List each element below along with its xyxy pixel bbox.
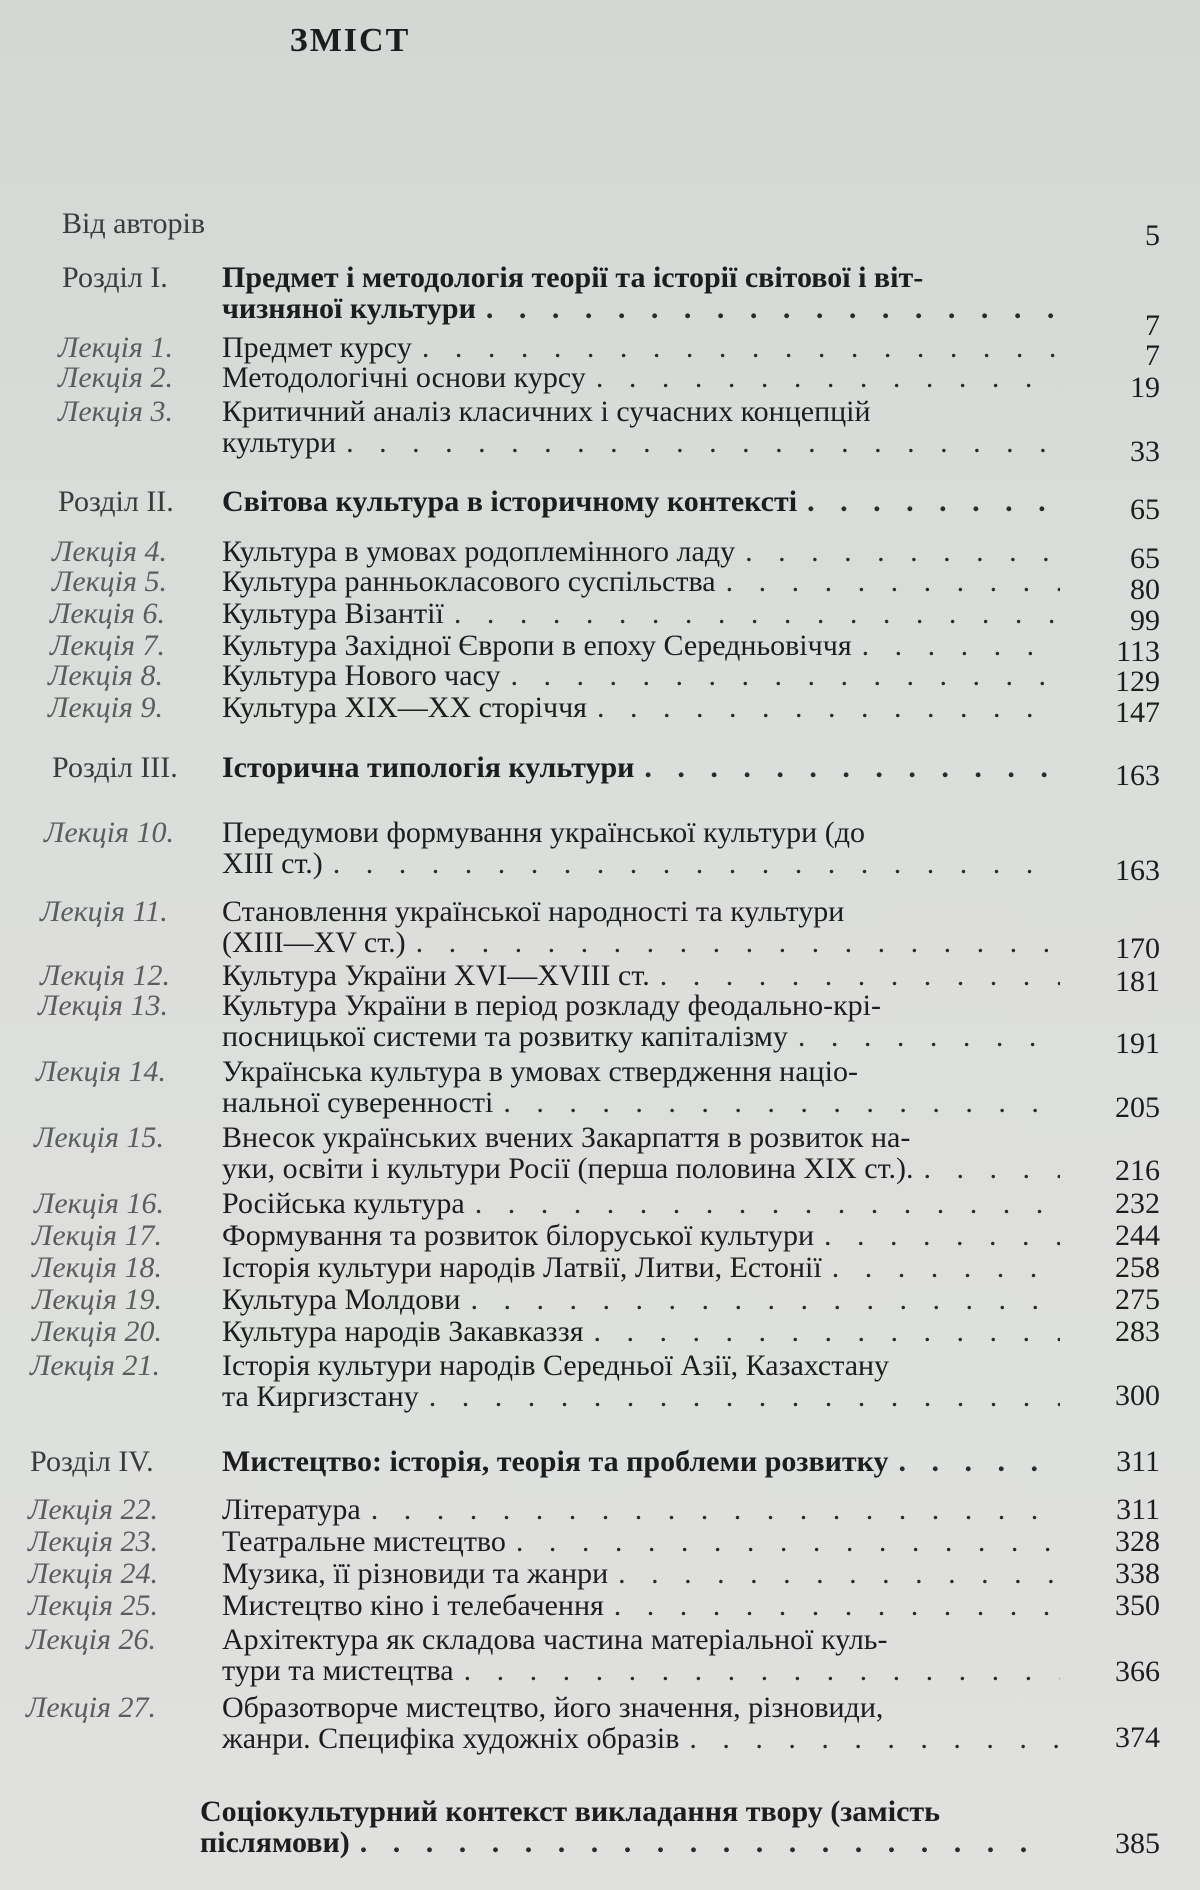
entry-title-line: Формування та розвиток білоруської культури (222, 1219, 815, 1252)
entry-label: Лекція 8. (48, 659, 163, 692)
entry-title-line: післямови) (200, 1826, 350, 1859)
entry-page-number: 366 (1115, 1655, 1160, 1688)
entry-page-number: 7 (1145, 309, 1160, 342)
entry-title-line: Культура ранньокласового суспільства (222, 565, 716, 598)
entry-label: Лекція 16. (34, 1187, 164, 1220)
entry-title-line: посницької системи та розвитку капіталізму (222, 1020, 788, 1053)
entry-label: Лекція 6. (50, 597, 165, 630)
intro-page: 5 (1145, 219, 1160, 252)
entry-label: Лекція 3. (58, 395, 173, 428)
entry-page-number: 283 (1115, 1315, 1160, 1348)
page-title: ЗМІСТ (289, 22, 411, 59)
entry-label: Розділ I. (62, 261, 168, 294)
dot-leader (503, 1087, 1060, 1118)
dot-leader (360, 1827, 1038, 1858)
entry-page-number: 311 (1116, 1493, 1160, 1526)
entry-label: Лекція 19. (32, 1283, 162, 1316)
dot-leader (689, 1723, 1060, 1754)
entry-title-line: Література (222, 1493, 361, 1526)
entry-title-line: Становлення української народності та культури (222, 895, 845, 928)
dot-leader (516, 1526, 1060, 1557)
entry-title-line: Культура Нового часу (222, 659, 501, 692)
entry-title-line: Культура України XVI—XVIII ст. (222, 959, 650, 992)
entry-title-line: Російська культура (222, 1187, 465, 1220)
entry-title-line: Історична типологія культури (222, 751, 635, 784)
entry-title-line: Предмет і методологія теорії та історії світової і віт- (222, 261, 924, 294)
dot-leader (416, 927, 1060, 958)
entry-page-number: 147 (1115, 696, 1160, 729)
dot-leader (454, 598, 1060, 629)
entry-page-number: 181 (1115, 965, 1160, 998)
entry-label: Лекція 10. (44, 816, 174, 849)
entry-label: Лекція 4. (52, 535, 167, 568)
dot-leader (594, 1316, 1061, 1347)
entry-title-line: Мистецтво кіно і телебачення (222, 1589, 604, 1622)
entry-label: Лекція 20. (32, 1315, 162, 1348)
entry-page-number: 7 (1145, 339, 1160, 372)
entry-page-number: 374 (1115, 1721, 1160, 1754)
dot-leader (745, 536, 1060, 567)
entry-title-line: Архітектура як складова частина матеріальної куль- (222, 1623, 888, 1656)
entry-label: Лекція 2. (58, 361, 173, 394)
entry-title-line: нальної суверенності (222, 1086, 494, 1119)
entry-label: Лекція 23. (28, 1525, 158, 1558)
entry-title-line: чизняної культури (222, 292, 476, 325)
entry-title-line: Образотворче мистецтво, його значення, різновиди, (222, 1691, 884, 1724)
dot-leader (644, 752, 1060, 783)
entry-page-number: 275 (1115, 1283, 1160, 1316)
entry-title-line: Українська культура в умовах ствердження націо- (222, 1055, 858, 1088)
dot-leader (371, 1494, 1060, 1525)
entry-label: Розділ II. (58, 485, 174, 518)
entry-label: Розділ III. (52, 751, 178, 784)
dot-leader (333, 848, 1060, 879)
entry-title-line: Історія культури народів Латвії, Литви, Естонії (222, 1251, 822, 1284)
entry-title-line: Методологічні основи курсу (222, 361, 586, 394)
entry-page-number: 19 (1130, 371, 1160, 404)
entry-title-line: тури та мистецтва (222, 1654, 454, 1687)
entry-page-number: 113 (1116, 635, 1160, 668)
entry-title-line: уки, освіти і культури Росії (перша половина XIX ст.). (222, 1152, 914, 1185)
entry-title-line: Культура XIX—XX сторіччя (222, 691, 587, 724)
dot-leader (464, 1655, 1060, 1686)
entry-page-number: 163 (1115, 854, 1160, 887)
entry-title-line: Передумови формування української культури (до (222, 816, 865, 849)
entry-page-number: 65 (1130, 493, 1160, 526)
entry-page-number: 33 (1130, 435, 1160, 468)
entry-title-line: Культура в умовах родоплемінного ладу (222, 535, 736, 568)
entry-label: Лекція 18. (32, 1251, 162, 1284)
dot-leader (429, 1381, 1060, 1412)
dot-leader (475, 1188, 1060, 1219)
dot-leader (923, 1153, 1060, 1184)
entry-page-number: 205 (1115, 1091, 1160, 1124)
dot-leader (486, 293, 1060, 324)
entry-page-number: 350 (1115, 1589, 1160, 1622)
entry-title-line: Предмет курсу (222, 331, 412, 364)
entry-label: Лекція 14. (36, 1055, 166, 1088)
dot-leader (899, 1446, 1060, 1477)
entry-page-number: 311 (1116, 1445, 1160, 1478)
entry-title-line: XIII ст.) (222, 847, 323, 880)
entry-title-line: Мистецтво: історія, теорія та проблеми розвитку (222, 1445, 889, 1478)
entry-page-number: 163 (1115, 759, 1160, 792)
entry-label: Лекція 21. (30, 1349, 160, 1382)
entry-title-line: Внесок українських вчених Закарпаття в розвиток на- (222, 1121, 911, 1154)
entry-page-number: 328 (1115, 1525, 1160, 1558)
intro-label: Від авторів (62, 207, 206, 240)
entry-label: Лекція 15. (34, 1121, 164, 1154)
dot-leader (614, 1590, 1060, 1621)
dot-leader (807, 486, 1060, 517)
dot-leader (597, 692, 1060, 723)
entry-page-number: 80 (1130, 573, 1160, 606)
entry-page-number: 65 (1130, 542, 1160, 575)
entry-page-number: 385 (1115, 1827, 1160, 1860)
dot-leader (824, 1220, 1060, 1251)
entry-label: Лекція 22. (28, 1493, 158, 1526)
entry-label: Лекція 12. (40, 959, 170, 992)
entry-title-line: та Киргизстану (222, 1380, 419, 1413)
entry-label: Лекція 24. (28, 1557, 158, 1590)
entry-title-line: жанри. Специфіка художніх образів (222, 1722, 680, 1755)
entry-page-number: 129 (1115, 665, 1160, 698)
dot-leader (596, 362, 1060, 393)
dot-leader (470, 1284, 1060, 1315)
entry-title-line: культури (222, 426, 337, 459)
entry-title-line: Критичний аналіз класичних і сучасних концепцій (222, 395, 871, 428)
entry-title-line: Культура Західної Європи в епоху Середньовіччя (222, 629, 852, 662)
dot-leader (660, 960, 1060, 991)
entry-label: Лекція 5. (52, 565, 167, 598)
entry-label: Лекція 11. (40, 895, 168, 928)
dot-leader (832, 1252, 1060, 1283)
entry-page-number: 244 (1115, 1219, 1160, 1252)
entry-label: Лекція 13. (38, 989, 168, 1022)
dot-leader (510, 660, 1060, 691)
dot-leader (346, 427, 1060, 458)
entry-label: Лекція 25. (28, 1589, 158, 1622)
entry-label: Лекція 26. (26, 1623, 156, 1656)
entry-label: Лекція 1. (58, 331, 173, 364)
dot-leader (422, 332, 1060, 363)
entry-label: Лекція 17. (32, 1219, 162, 1252)
entry-title-line: Театральне мистецтво (222, 1525, 506, 1558)
entry-page-number: 258 (1115, 1251, 1160, 1284)
entry-label: Розділ IV. (30, 1445, 154, 1478)
dot-leader (726, 566, 1060, 597)
dot-leader (618, 1558, 1060, 1589)
entry-page-number: 99 (1130, 604, 1160, 637)
entry-page-number: 191 (1115, 1027, 1160, 1060)
entry-label: Лекція 9. (48, 691, 163, 724)
entry-title-line: Світова культура в історичному контексті (222, 485, 798, 518)
entry-title-line: Соціокультурний контекст викладання твору (замість (200, 1795, 940, 1828)
entry-title-line: Культура Молдови (222, 1283, 461, 1316)
entry-title-line: Музика, її різновиди та жанри (222, 1557, 609, 1590)
entry-page-number: 216 (1115, 1154, 1160, 1187)
dot-leader (862, 630, 1060, 661)
entry-title-line: (XIII—XV ст.) (222, 926, 406, 959)
entry-label: Лекція 7. (50, 629, 165, 662)
entry-title-line: Культура України в період розкладу феодально-крі- (222, 989, 881, 1022)
entry-label: Лекція 27. (26, 1691, 156, 1724)
dot-leader (798, 1021, 1060, 1052)
entry-title-line: Культура народів Закавказзя (222, 1315, 584, 1348)
entry-title-line: Культура Візантії (222, 597, 444, 630)
entry-title-line: Історія культури народів Середньої Азії, Казахстану (222, 1349, 890, 1382)
entry-page-number: 170 (1115, 932, 1160, 965)
entry-page-number: 300 (1115, 1379, 1160, 1412)
entry-page-number: 338 (1115, 1557, 1160, 1590)
entry-page-number: 232 (1115, 1187, 1160, 1220)
